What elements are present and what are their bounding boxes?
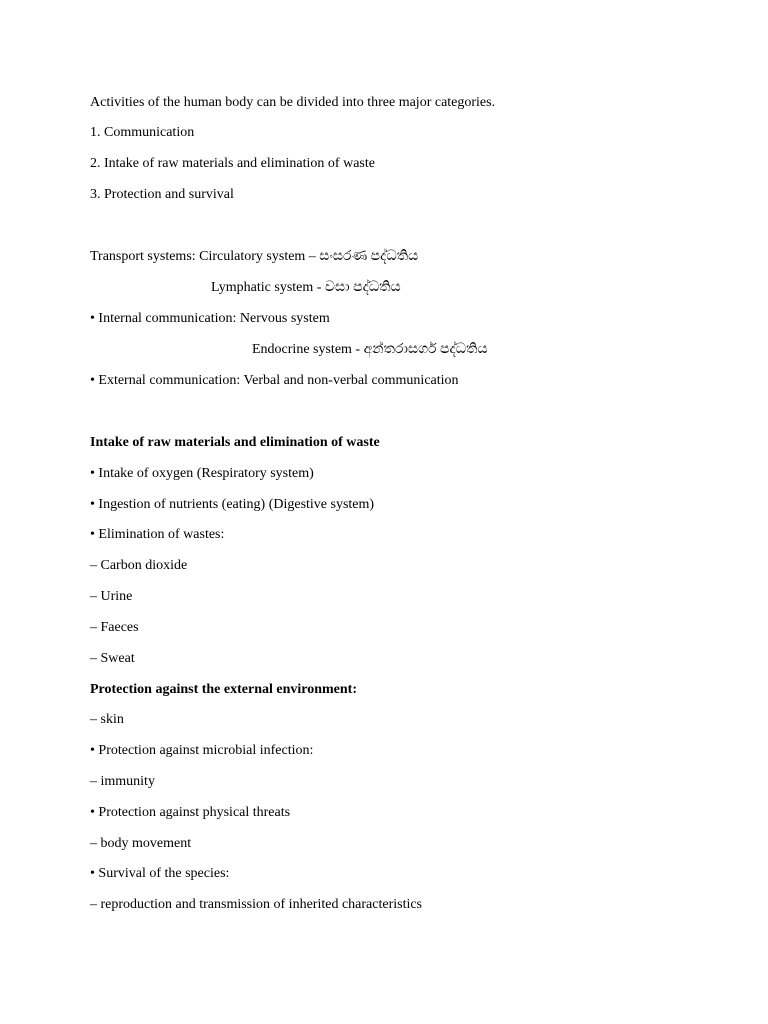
list-item: – Sweat: [90, 651, 135, 666]
list-item: • Protection against physical threats: [90, 805, 291, 820]
intro-text: Activities of the human body can be divided into three major categories.: [90, 95, 496, 110]
category-item: 2. Intake of raw materials and elimination of waste: [90, 156, 375, 171]
list-item: – immunity: [90, 774, 155, 789]
list-item: • Elimination of wastes:: [90, 527, 225, 542]
list-item: • Ingestion of nutrients (eating) (Digestive system): [90, 497, 375, 512]
list-item: – body movement: [90, 836, 192, 851]
category-item: 3. Protection and survival: [90, 187, 234, 202]
internal-communication-line: • Internal communication: Nervous system: [90, 311, 330, 326]
list-item: – skin: [90, 712, 124, 727]
category-item: 1. Communication: [90, 125, 195, 140]
list-item: – Faeces: [90, 620, 139, 635]
list-item: – reproduction and transmission of inherited characteristics: [90, 897, 423, 912]
list-item: • Survival of the species:: [90, 866, 230, 881]
list-item: – Urine: [90, 589, 133, 604]
intake-section-heading: Intake of raw materials and elimination of waste: [90, 435, 380, 450]
list-item: – Carbon dioxide: [90, 558, 188, 573]
transport-systems-line: Transport systems: Circulatory system – සංසරණ පද්ධතිය: [90, 249, 419, 264]
external-communication-line: • External communication: Verbal and non-verbal communication: [90, 373, 459, 388]
endocrine-system-line: Endocrine system - අන්තරාසර්ග පද්ධතිය: [252, 342, 488, 357]
list-item: • Intake of oxygen (Respiratory system): [90, 466, 314, 481]
protection-section-heading: Protection against the external environment:: [90, 682, 357, 697]
lymphatic-system-line: Lymphatic system - වසා පද්ධතිය: [211, 280, 401, 295]
list-item: • Protection against microbial infection:: [90, 743, 314, 758]
